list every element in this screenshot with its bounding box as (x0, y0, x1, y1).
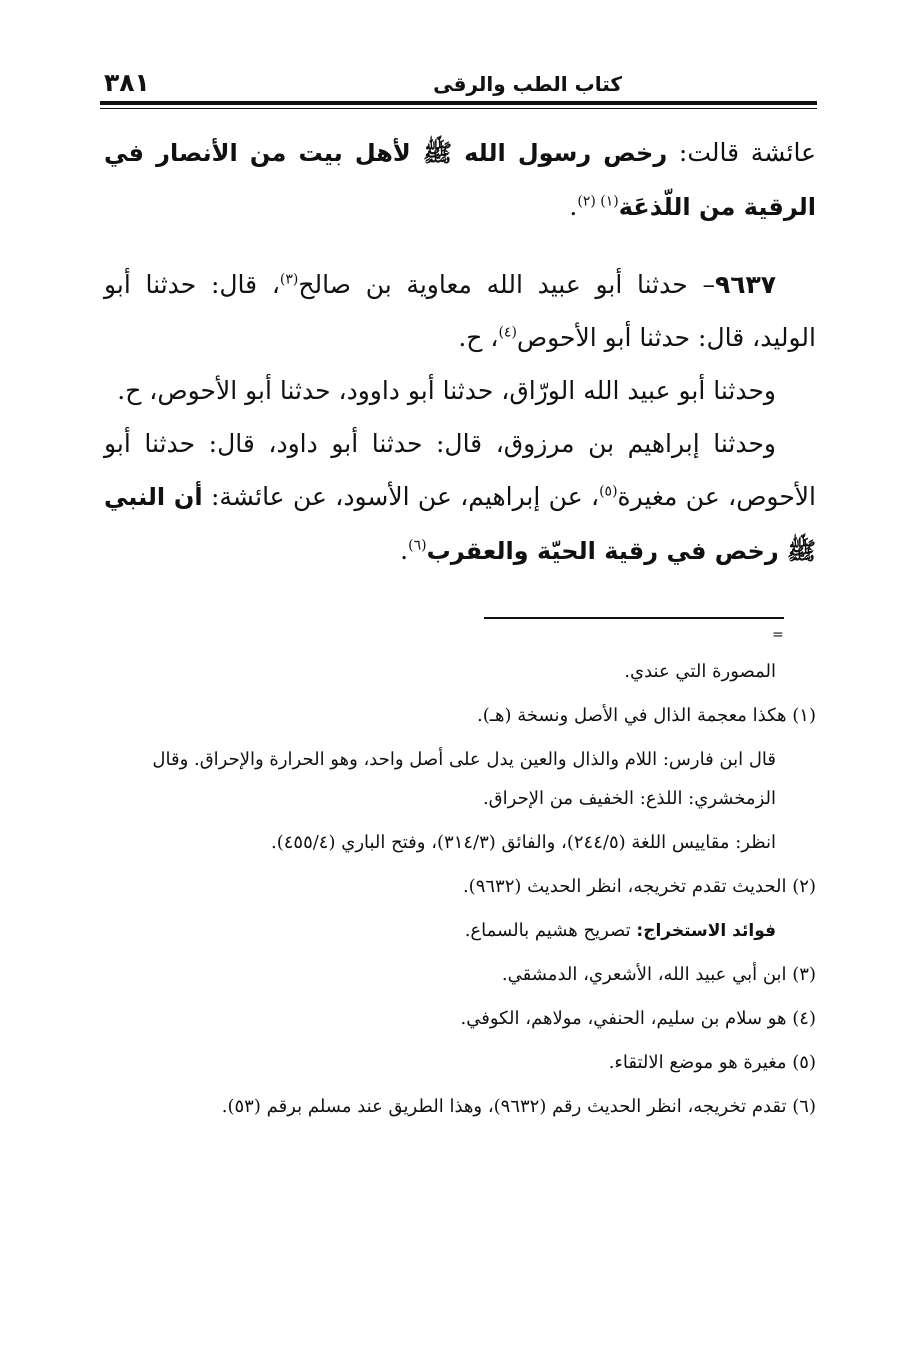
footnote-5: (٥) مغيرة هو موضع الالتقاء. (608, 1052, 816, 1073)
footnote-1-refs: انظر: مقاييس اللغة (٢٤٤/٥)، والفائق (٣١٤/٣)، وفتح الباري (٤٥٥/٤). (270, 832, 776, 853)
continuation-marker: = (772, 627, 784, 643)
footnote-ref: (٤) (498, 324, 517, 341)
hadith-matn-bold: رخص رسول الله ﷺ لأهل بيت من الأنصار في الرقية من اللّذعَة (104, 139, 816, 221)
isnad-paragraph: وحدثنا أبو عبيد الله الورّاق، حدثنا أبو داوود، حدثنا أبو الأحوص، ح. (117, 376, 776, 405)
footnote-6: (٦) تقدم تخريجه، انظر الحديث رقم (٩٦٣٢)، وهذا الطريق عند مسلم برقم (٥٣). (221, 1096, 816, 1117)
hadith-9637 (104, 258, 816, 364)
footnote-ref: (٥) (599, 483, 618, 500)
footnotes (100, 650, 816, 1129)
page-number: ٣٨١ (104, 68, 150, 97)
footnote-2-benefit (100, 909, 816, 953)
text: وحدثنا إبراهيم بن مرزوق، قال: حدثنا أبو داود، قال: حدثنا أبو الأحوص، عن مغيرة (104, 429, 816, 511)
hadith-text (104, 126, 816, 578)
text: . (400, 536, 409, 565)
header-rule-thick (100, 101, 817, 105)
footnote-ref: (١) (٢) (577, 193, 619, 210)
footnote-2: (٢) الحديث تقدم تخريجه، انظر الحديث (٩٦٣٢). (462, 876, 816, 897)
benefit-label: فوائد الاستخراج: (636, 921, 776, 941)
text: تصريح هشيم بالسماع. (464, 920, 637, 941)
footnote-3: (٣) ابن أبي عبيد الله، الأشعري، الدمشقي. (501, 964, 816, 985)
footnote-1: (١) هكذا معجمة الذال في الأصل ونسخة (هـ). (476, 705, 816, 726)
hadith-matn-bold: أن النبي ﷺ رخص في رقية الحيّة والعقرب (104, 483, 816, 565)
isnad-paragraph (104, 417, 816, 578)
hadith-number: ٩٦٣٧ (714, 270, 776, 299)
chapter-title: كتاب الطب والرقى (433, 72, 622, 96)
text: ، ح. (458, 323, 499, 352)
footnote-separator (484, 617, 784, 619)
running-header (100, 66, 817, 98)
text: – حدثنا أبو عبيد الله معاوية بن صالح (298, 270, 715, 299)
footnote-continuation: المصورة التي عندي. (624, 661, 776, 682)
header-rule-thin (100, 108, 817, 109)
paragraph-continuation (104, 126, 816, 234)
text: ، قال: حدثنا أبو الوليد، قال: حدثنا أبو الأحوص (104, 270, 816, 352)
text: عائشة قالت: (667, 138, 817, 167)
footnote-1-detail: قال ابن فارس: اللام والذال والعين يدل على أصل واحد، وهو الحرارة والإحراق. وقال الزمخشري: اللذع: الخفيف من الإحراق. (152, 749, 776, 809)
text: ، عن إبراهيم، عن الأسود، عن عائشة: (202, 482, 600, 511)
footnote-ref: (٣) (279, 271, 299, 288)
footnote-4: (٤) هو سلام بن سليم، الحنفي، مولاهم، الكوفي. (460, 1008, 816, 1029)
footnote-ref: (٦) (408, 537, 427, 554)
text: . (569, 192, 578, 221)
